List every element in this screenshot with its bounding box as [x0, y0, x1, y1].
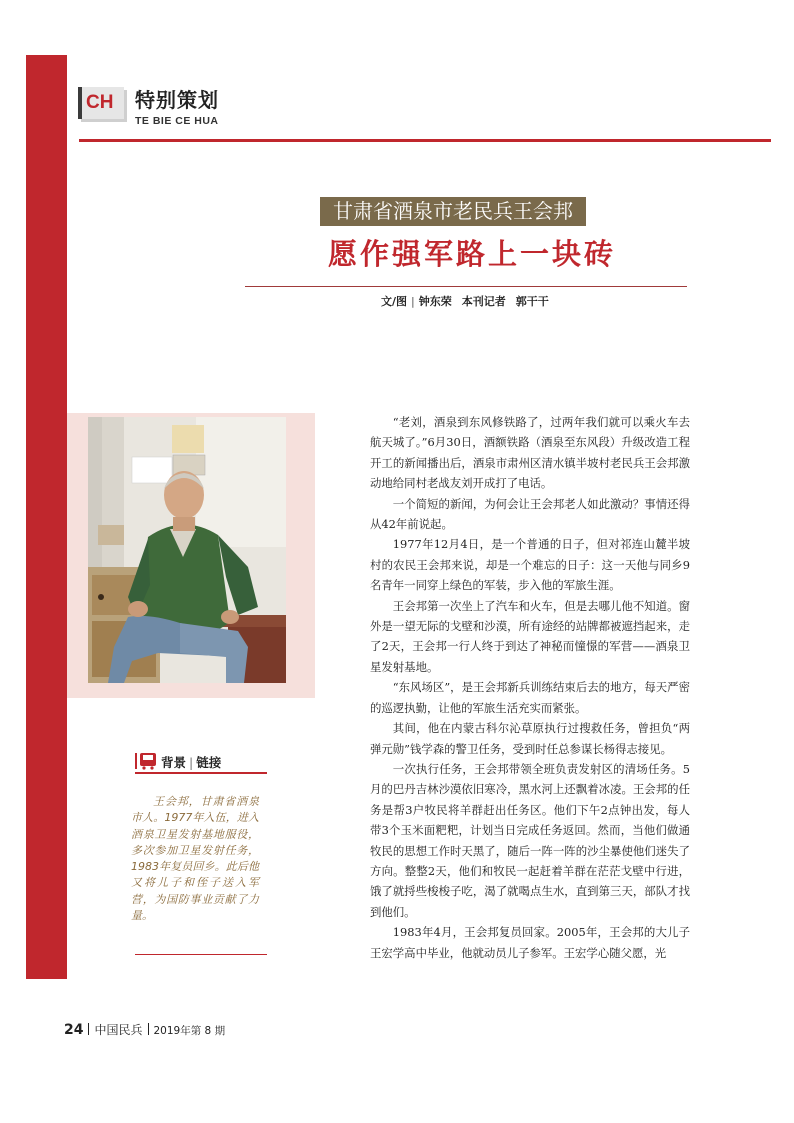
- section-badge-label: CH: [78, 87, 124, 119]
- magazine-name: 中国民兵: [94, 1023, 143, 1037]
- body-paragraph: “老刘，酒泉到东风修铁路了，过两年我们就可以乘火车去航天城了。”6月30日，酒额铁路（酒泉至东风段）升级改造工程开工的新闻播出后，酒泉市肃州区清水镇半坡村老民兵王会邦激动地给同村老战友刘开成打了电话。: [370, 415, 690, 491]
- article-body: [370, 412, 690, 963]
- byline-reporter: 郭干干: [515, 295, 549, 308]
- sidebar-divider-bottom: [135, 954, 267, 955]
- byline-role: 本刊记者: [461, 295, 506, 308]
- article-byline: 文/图 | 钟东荣 本刊记者 郭干干: [381, 295, 549, 308]
- section-pinyin: TE BIE CE HUA: [135, 115, 219, 127]
- section-title: 特别策划: [135, 88, 219, 112]
- body-paragraph: 一次执行任务，王会邦带领全班负责发射区的清场任务。5月的巴丹吉林沙漠依旧寒冷，黑水河上还飘着冰凌。王会邦的任务是帮3户牧民将羊群赶出任务区。他们下午2点钟出发，每人带3个玉米面粑粑，计划当日完成任务返回。然而，当他们做通牧民的思想工作时天黑了，随后一阵一阵的沙尘暴使他们迷失了方向。整整2天，他们和牧民一起赶着羊群在茫茫戈壁中行进，饿了就捋些梭梭子吃，渴了就喝点生水，直到第三天，部队才找到他们。: [370, 761, 690, 919]
- byline-author: 钟东荣: [418, 295, 452, 308]
- sidebar-heading-label-2: 链接: [196, 755, 222, 770]
- body-paragraph: 王会邦第一次坐上了汽车和火车，但是去哪儿他不知道。窗外是一望无际的戈壁和沙漠，所有途经的站牌都被遮挡起来，走了2天，王会邦一行人终于到达了神秘而憧憬的军营——酒泉卫星发射基地。: [370, 598, 690, 674]
- byline-label: 文/图: [381, 295, 408, 308]
- sidebar-divider-top: [135, 772, 267, 774]
- section-divider: [79, 139, 771, 142]
- article-headline: 愿作强军路上一块砖: [328, 237, 617, 271]
- issue-label: 2019年第 8 期: [153, 1025, 226, 1037]
- article-kicker: 甘肃省酒泉市老民兵王会邦: [320, 197, 586, 226]
- page-number: 24: [64, 1022, 84, 1038]
- body-paragraph: “东风场区”，是王会邦新兵训练结束后去的地方，每天严密的巡逻执勤，让他的军旅生活充实而紧张。: [370, 680, 690, 715]
- body-paragraph: 其间，他在内蒙古科尔沁草原执行过搜救任务，曾担负“两弹元勋”钱学森的警卫任务，受到时任总参谋长杨得志接见。: [370, 721, 690, 756]
- portrait-photo: [88, 417, 286, 683]
- sidebar-text: 王会邦，甘肃省酒泉市人。1977年入伍，进入酒泉卫星发射基地服役，多次参加卫星发射任务，1983年复员回乡。此后他又将儿子和侄子送入军营，为国防事业贡献了力量。: [131, 795, 259, 923]
- section-badge: [78, 87, 126, 121]
- body-paragraph: 1983年4月，王会邦复员回家。2005年，王会邦的大儿子王宏学高中毕业，他就动员儿子参军。王宏学心随父愿，光: [370, 925, 690, 960]
- left-accent-bar: [26, 55, 67, 979]
- title-divider: [245, 286, 687, 287]
- sidebar-heading: 背景 | 链接: [135, 750, 267, 772]
- bus-icon: [135, 752, 157, 770]
- page-footer: [64, 1019, 225, 1038]
- body-paragraph: 一个简短的新闻，为何会让王会邦老人如此激动？事情还得从42年前说起。: [370, 496, 690, 532]
- body-paragraph: 1977年12月4日，是一个普通的日子，但对祁连山麓半坡村的农民王会邦来说，却是一个难忘的日子：这一天他与同乡9名青年一同穿上绿色的军装，步入他的军旅生涯。: [370, 537, 690, 593]
- sidebar-heading-label: 背景: [161, 755, 187, 770]
